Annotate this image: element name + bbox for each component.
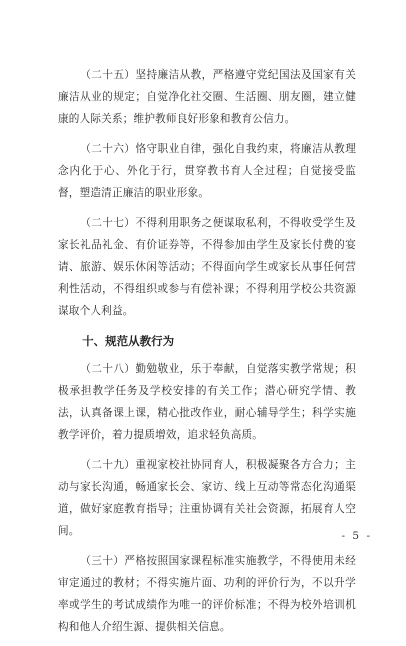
section-heading: 十、规范从教行为: [82, 334, 175, 348]
paragraph-28: （二十八）勤勉敬业，乐于奉献，自觉落实教学常规；积极承担教学任务及学校安排的有关工作；潜心研究学情、教法，认真备课上课，精心批改作业，耐心辅导学生；科学实施教学评价，着力提质增效，追求轻负高质。: [58, 363, 356, 441]
paragraph-30: （三十）严格按照国家课程标准实施教学，不得使用未经审定通过的教材；不得实施片面、功利的评价行为，不以升学率或学生的考试成绩作为唯一的评价标准；不得为校外培训机构和他人介绍生源、提供相关信息。: [58, 555, 356, 633]
paragraph-27: （二十七）不得利用职务之便谋取私利，不得收受学生及家长礼品礼金、有价证券等，不得参加由学生及家长付费的宴请、旅游、娱乐休闲等活动；不得面向学生或家长从事任何营利性活动，不得组织或参与有偿补课；不得利用学校公共资源谋取个人利益。: [58, 217, 356, 317]
paragraph-25: （二十五）坚持廉洁从教，严格遵守党纪国法及国家有关廉洁从业的规定；自觉净化社交圈、生活圈、朋友圈，建立健康的人际关系；维护教师良好形象和教育公信力。: [58, 69, 356, 125]
document-body: [58, 64, 356, 646]
paragraph-26: （二十六）恪守职业自律，强化自我约束，将廉洁从教理念内化于心、外化于行，贯穿教书育人全过程；自觉接受监督，塑造清正廉洁的职业形象。: [58, 143, 356, 199]
paragraph-29: （二十九）重视家校社协同育人，积极凝聚各方合力；主动与家长沟通，畅通家长会、家访、线上互动等常态化沟通渠道，做好家庭教育指导；注重协调有关社会资源，拓展育人空间。: [58, 459, 356, 537]
page-number: - 5 -: [341, 530, 372, 542]
